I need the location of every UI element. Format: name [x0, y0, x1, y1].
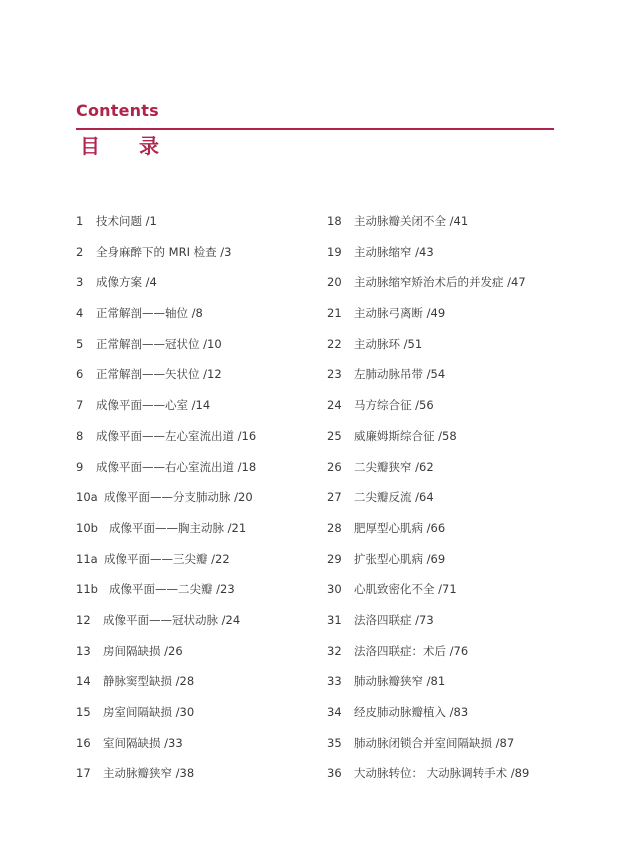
toc-entry-number: 15: [76, 705, 91, 719]
toc-entry[interactable]: [76, 580, 316, 611]
toc-entry[interactable]: [327, 427, 567, 458]
toc-entry-title: 成像方案 /4: [96, 275, 157, 290]
toc-entry-title: 威廉姆斯综合征 /58: [354, 428, 457, 443]
toc-entry-number: 34: [327, 705, 342, 719]
toc-entry[interactable]: [76, 519, 316, 550]
toc-entry-title: 成像平面——分支肺动脉 /20: [104, 490, 253, 505]
toc-entry-title: 成像平面——胸主动脉 /21: [109, 520, 247, 535]
toc-entry-number: 33: [327, 674, 342, 689]
toc-entry-title: 扩张型心肌病 /69: [354, 551, 446, 566]
toc-entry-number: 30: [327, 582, 342, 597]
toc-entry-number: 17: [76, 766, 91, 781]
toc-entry[interactable]: [327, 734, 567, 765]
toc-entry-number: 10b: [76, 520, 98, 535]
toc-entry-number: 29: [327, 551, 342, 566]
toc-entry-title: 法洛四联症：术后 /76: [354, 643, 469, 658]
toc-entry-number: 35: [327, 735, 342, 750]
toc-entry[interactable]: [327, 212, 567, 243]
toc-entry-number: 5: [76, 336, 84, 351]
toc-entry-number: 28: [327, 520, 342, 535]
toc-entry[interactable]: [76, 703, 316, 734]
toc-entry[interactable]: [327, 642, 567, 673]
toc-entry-number: 7: [76, 398, 84, 413]
toc-entry-number: 13: [76, 643, 91, 658]
toc-entry[interactable]: [76, 642, 316, 673]
toc-entry-title: 大动脉转位： 大动脉调转手术 /89: [354, 766, 530, 781]
toc-entry-title: 肥厚型心肌病 /66: [354, 520, 446, 535]
toc-entry-number: 11a: [76, 551, 98, 566]
toc-entry[interactable]: [76, 672, 316, 703]
toc-entry[interactable]: [327, 703, 567, 734]
toc-entry[interactable]: [76, 273, 316, 304]
toc-entry[interactable]: [327, 365, 567, 396]
toc-entry-title: 房室间隔缺损 /30: [103, 705, 195, 719]
toc-entry[interactable]: [76, 212, 316, 243]
toc-entry-title: 成像平面——冠状动脉 /24: [103, 612, 241, 627]
toc-entry-title: 技术问题 /1: [96, 214, 157, 228]
toc-entry[interactable]: [76, 396, 316, 427]
toc-entry-title: 肺动脉瓣狭窄 /81: [354, 674, 446, 689]
toc-entry[interactable]: [327, 335, 567, 366]
toc-entry[interactable]: [327, 458, 567, 489]
toc-entry-title: 二尖瓣反流 /64: [354, 490, 434, 505]
toc-entry[interactable]: [327, 519, 567, 550]
toc-entry-title: 经皮肺动脉瓣植入 /83: [354, 705, 469, 719]
toc-entry[interactable]: [76, 611, 316, 642]
toc-entry-number: 16: [76, 735, 91, 750]
contents-heading-chinese: 目 录: [80, 134, 175, 158]
toc-entry-number: 8: [76, 428, 84, 443]
toc-entry-number: 27: [327, 490, 342, 505]
toc-entry-number: 36: [327, 766, 342, 781]
toc-entry[interactable]: [76, 304, 316, 335]
toc-entry[interactable]: [327, 672, 567, 703]
toc-entry[interactable]: [327, 488, 567, 519]
toc-entry-number: 11b: [76, 582, 98, 597]
toc-entry[interactable]: [76, 243, 316, 274]
toc-entry-number: 18: [327, 214, 342, 228]
toc-entry-title: 全身麻醉下的 MRI 检查 /3: [96, 244, 232, 259]
toc-entry-number: 6: [76, 367, 84, 382]
toc-entry-number: 25: [327, 428, 342, 443]
toc-entry[interactable]: [76, 764, 316, 795]
toc-entry-number: 32: [327, 643, 342, 658]
toc-entry-number: 26: [327, 459, 342, 474]
toc-entry-title: 正常解剖——矢状位 /12: [96, 367, 222, 382]
toc-entry-title: 成像平面——二尖瓣 /23: [109, 582, 235, 597]
toc-entry-number: 19: [327, 244, 342, 259]
toc-entry-title: 肺动脉闭锁合并室间隔缺损 /87: [354, 735, 515, 750]
toc-entry[interactable]: [76, 335, 316, 366]
toc-right-column: [327, 212, 567, 795]
toc-entry-title: 主动脉瓣狭窄 /38: [103, 766, 195, 781]
toc-entry-title: 法洛四联症 /73: [354, 612, 434, 627]
toc-entry-number: 1: [76, 214, 84, 228]
toc-entry[interactable]: [327, 764, 567, 795]
toc-entry-number: 9: [76, 459, 84, 474]
toc-entry[interactable]: [327, 396, 567, 427]
toc-entry-title: 心肌致密化不全 /71: [354, 582, 457, 597]
toc-entry-number: 21: [327, 306, 342, 321]
toc-entry-number: 24: [327, 398, 342, 413]
toc-entry[interactable]: [327, 273, 567, 304]
toc-entry-number: 23: [327, 367, 342, 382]
toc-entry-title: 主动脉瓣关闭不全 /41: [354, 214, 469, 228]
toc-entry[interactable]: [327, 243, 567, 274]
toc-entry[interactable]: [76, 427, 316, 458]
toc-entry[interactable]: [327, 304, 567, 335]
toc-entry-title: 成像平面——心室 /14: [96, 398, 211, 413]
toc-entry-title: 房间隔缺损 /26: [103, 643, 183, 658]
toc-entry[interactable]: [76, 365, 316, 396]
toc-entry-title: 静脉窦型缺损 /28: [103, 674, 195, 689]
toc-entry-title: 成像平面——右心室流出道 /18: [96, 459, 257, 474]
toc-entry-title: 室间隔缺损 /33: [103, 735, 183, 750]
toc-entry-title: 正常解剖——冠状位 /10: [96, 336, 222, 351]
toc-entry-title: 正常解剖——轴位 /8: [96, 306, 203, 321]
toc-entry-title: 左肺动脉吊带 /54: [354, 367, 446, 382]
toc-entry-title: 二尖瓣狭窄 /62: [354, 459, 434, 474]
toc-entry-title: 马方综合征 /56: [354, 398, 434, 413]
toc-entry[interactable]: [327, 550, 567, 581]
toc-entry-title: 成像平面——左心室流出道 /16: [96, 428, 257, 443]
toc-entry-title: 主动脉弓离断 /49: [354, 306, 446, 321]
toc-entry[interactable]: [76, 550, 316, 581]
toc-entry-title: 主动脉缩窄矫治术后的并发症 /47: [354, 275, 526, 290]
toc-entry-title: 主动脉环 /51: [354, 336, 423, 351]
toc-entry[interactable]: [327, 611, 567, 642]
toc-entry[interactable]: [76, 458, 316, 489]
toc-entry-number: 20: [327, 275, 342, 290]
toc-entry-number: 4: [76, 306, 84, 321]
toc-entry-title: 成像平面——三尖瓣 /22: [104, 551, 230, 566]
toc-entry-number: 3: [76, 275, 84, 290]
toc-entry-number: 12: [76, 612, 91, 627]
toc-entry-number: 14: [76, 674, 91, 689]
toc-entry-number: 31: [327, 612, 342, 627]
toc-entry-title: 主动脉缩窄 /43: [354, 244, 434, 259]
contents-heading: Contents: [76, 101, 159, 120]
toc-entry-number: 22: [327, 336, 342, 351]
toc-entry[interactable]: [76, 488, 316, 519]
toc-entry-number: 10a: [76, 490, 98, 505]
toc-left-column: [76, 212, 316, 795]
toc-entry-number: 2: [76, 244, 84, 259]
toc-entry[interactable]: [76, 734, 316, 765]
toc-entry[interactable]: [327, 580, 567, 611]
